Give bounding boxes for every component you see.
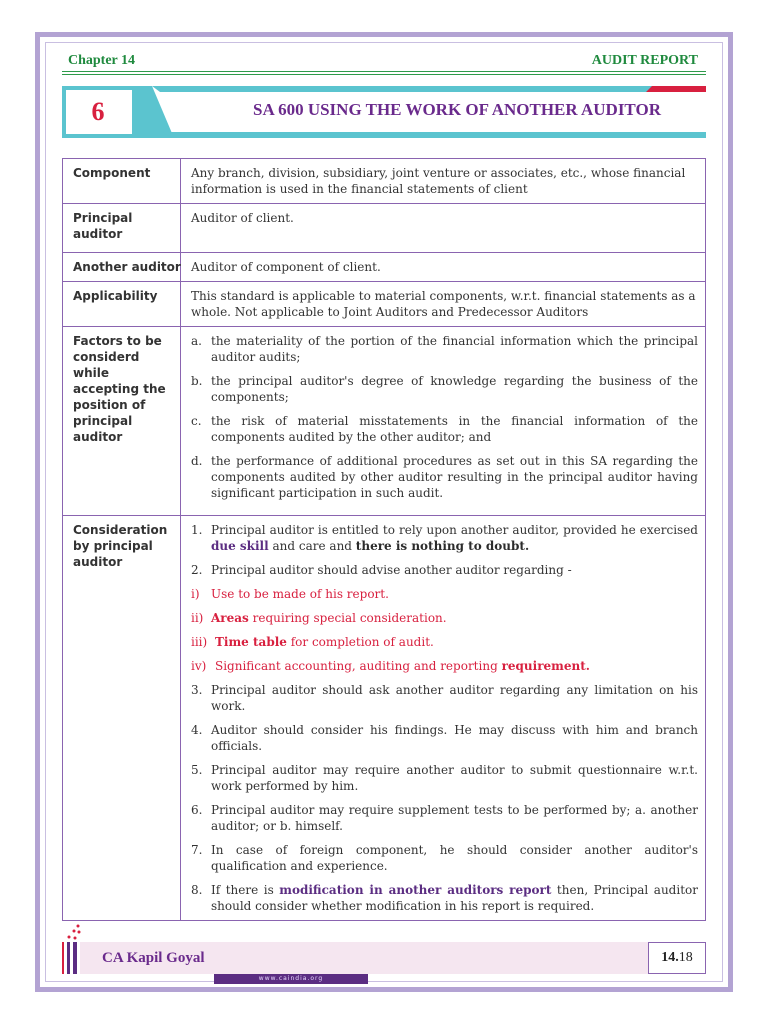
item-marker: c. [191, 414, 202, 428]
list-item [191, 682, 698, 714]
item-marker: ii) [191, 611, 204, 625]
row-text: Auditor of client. [181, 204, 706, 253]
list-item [191, 333, 698, 365]
item-text: the materiality of the portion of the financial information which the principal auditor audits; [211, 334, 698, 364]
list-item [191, 413, 698, 445]
list-item [191, 882, 698, 914]
bar [73, 942, 77, 974]
item-marker: 2. [191, 563, 203, 577]
section-label: AUDIT REPORT [591, 53, 698, 68]
teal-strip [152, 86, 682, 92]
item-marker: a. [191, 334, 202, 348]
item-text [211, 610, 698, 626]
row-label: Principal auditor [63, 204, 181, 253]
item-marker: d. [191, 454, 203, 468]
emphasis-text: Time table [215, 635, 287, 649]
page-number [648, 942, 706, 974]
item-text: the principal auditor's degree of knowledge regarding the business of the components; [211, 374, 698, 404]
decorative-dots [64, 923, 84, 943]
item-text: Principal auditor should advise another auditor regarding - [211, 563, 572, 577]
item-text [215, 658, 698, 674]
row-factors [63, 327, 706, 516]
item-text: Auditor should consider his findings. He may discuss with him and branch officials. [211, 723, 698, 753]
emphasis-text: there is nothing to doubt. [355, 539, 530, 553]
section-title: SA 600 USING THE WORK OF ANOTHER AUDITOR [253, 100, 661, 119]
item-text-part: If there is [211, 883, 280, 897]
row-label: Factors to be considerd while accepting the position of principal auditor [63, 327, 181, 516]
sub-item [191, 634, 698, 650]
row-another-auditor [63, 253, 706, 282]
row-consideration [63, 516, 706, 921]
list-item [191, 842, 698, 874]
item-text: In case of foreign component, he should consider another auditor's qualification and experience. [211, 843, 698, 873]
row-label: Consideration by principal auditor [63, 516, 181, 921]
item-text: Principal auditor may require another auditor to submit questionnaire w.r.t. work performed by him. [211, 763, 698, 793]
dot [73, 930, 76, 933]
row-principal-auditor [63, 204, 706, 253]
red-accent [646, 86, 706, 92]
list-item [191, 453, 698, 501]
list-item [191, 802, 698, 834]
item-text-part: then, Principal auditor should consider whether modification in his report is required. [211, 883, 698, 913]
item-marker: 4. [191, 723, 203, 737]
list-item [191, 562, 698, 578]
item-marker: i) [191, 587, 200, 601]
bar [62, 942, 64, 974]
item-marker: 6. [191, 803, 203, 817]
list-item [191, 722, 698, 754]
dot [68, 936, 71, 939]
item-text-part: Principal auditor is entitled to rely upon another auditor, provided he exercised [211, 523, 698, 537]
content-table [62, 158, 706, 921]
row-label: Component [63, 159, 181, 204]
item-marker: iv) [191, 659, 207, 673]
chapter-header [62, 55, 706, 72]
item-text-part: for completion of audit. [286, 635, 434, 649]
row-label: Another auditor [63, 253, 181, 282]
item-text [211, 882, 698, 914]
page-number-page: 18 [678, 950, 693, 965]
item-text: the performance of additional procedures as set out in this SA regarding the components audited by other auditor resulting in the principal auditor having significant participation in such audit. [211, 454, 698, 500]
row-label: Applicability [63, 282, 181, 327]
row-text: Any branch, division, subsidiary, joint venture or associates, etc., whose financial information is used in the financial statements of client [181, 159, 706, 204]
item-text: Use to be made of his report. [211, 587, 389, 601]
footer-band [80, 942, 670, 974]
teal-base-strip [162, 132, 706, 138]
chapter-label: Chapter 14 [68, 53, 136, 68]
item-marker: 8. [191, 883, 203, 897]
dot [78, 931, 81, 934]
row-text: This standard is applicable to material components, w.r.t. financial statements as a whole. Not applicable to Joint Auditors and Predecessor Auditors [181, 282, 706, 327]
sub-item [191, 658, 698, 674]
sub-item [191, 586, 698, 602]
website-url: www.caindia.org [214, 974, 368, 984]
section-number: 6 [91, 97, 105, 126]
item-marker: 5. [191, 763, 203, 777]
list-item [191, 762, 698, 794]
page-number-chapter: 14. [661, 950, 679, 965]
consideration-list [181, 516, 706, 921]
emphasis-text: due skill [211, 539, 269, 553]
dot [77, 925, 80, 928]
item-text [211, 522, 698, 554]
author-name: CA Kapil Goyal [102, 950, 205, 966]
list-item [191, 373, 698, 405]
row-applicability [63, 282, 706, 327]
row-text: Auditor of component of client. [181, 253, 706, 282]
item-text-part: Significant accounting, auditing and reporting [215, 659, 502, 673]
footer-bars-graphic [62, 942, 80, 974]
item-text: the risk of material misstatements in the financial information of the components audited by the other auditor; and [211, 414, 698, 444]
item-text-part: requiring special consideration. [248, 611, 447, 625]
sub-item [191, 610, 698, 626]
emphasis-text: Areas [211, 611, 249, 625]
dot [74, 937, 77, 940]
item-text [215, 634, 698, 650]
emphasis-text: requirement. [501, 659, 590, 673]
item-marker: 1. [191, 523, 203, 537]
emphasis-text: modification in another auditors report [279, 883, 552, 897]
row-component [63, 159, 706, 204]
item-marker: 7. [191, 843, 203, 857]
item-marker: 3. [191, 683, 203, 697]
factors-list [181, 327, 706, 516]
item-text-part: and care and [268, 539, 356, 553]
list-item [191, 522, 698, 554]
bar [67, 942, 70, 974]
page-footer [62, 942, 706, 982]
title-band [62, 86, 706, 138]
item-marker: b. [191, 374, 203, 388]
item-marker: iii) [191, 635, 208, 649]
item-text: Principal auditor may require supplement tests to be performed by; a. another auditor; or b. himself. [211, 803, 698, 833]
item-text: Principal auditor should ask another auditor regarding any limitation on his work. [211, 683, 698, 713]
